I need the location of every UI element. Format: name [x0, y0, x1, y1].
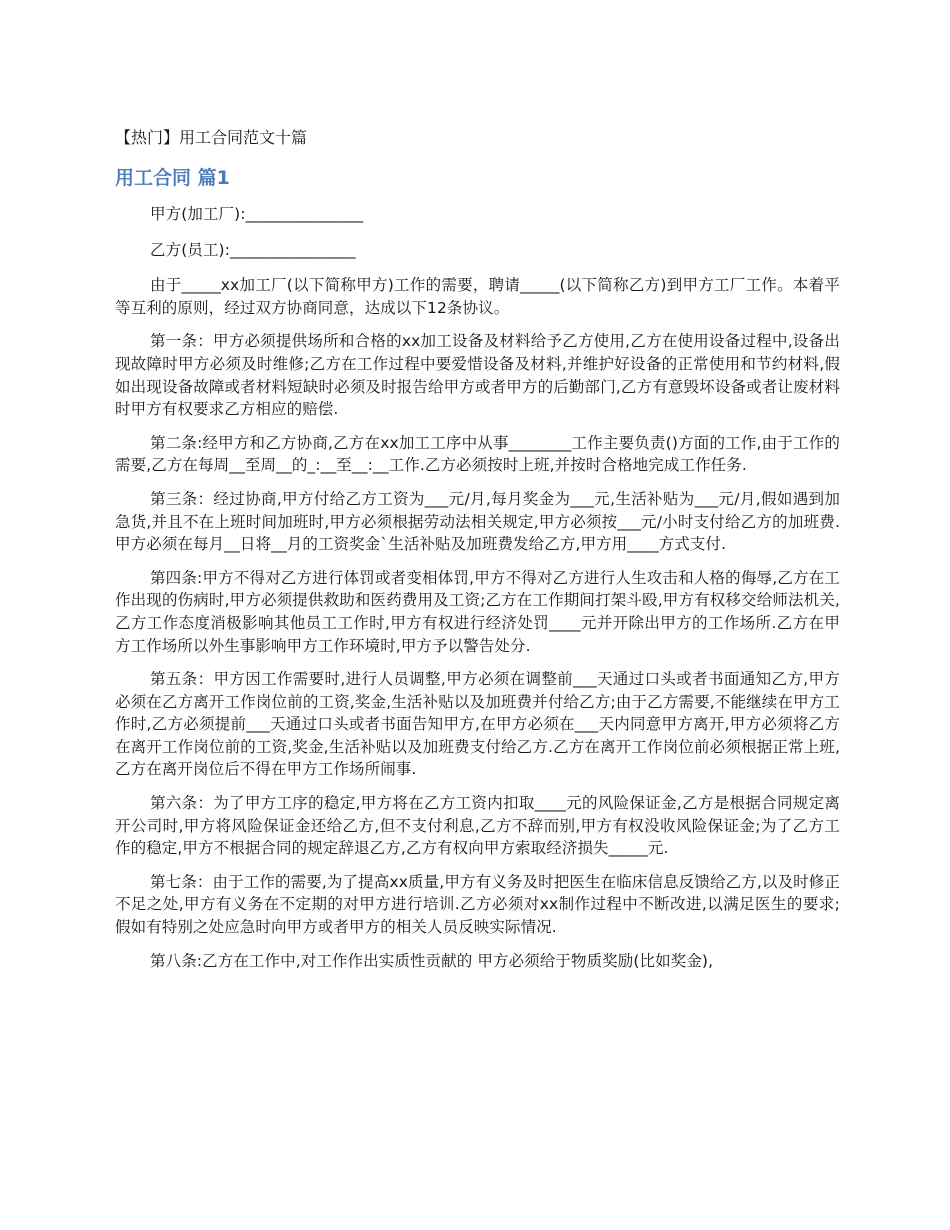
section-heading: 用工合同 篇1	[115, 167, 230, 189]
paragraph-article-3: 第三条：经过协商,甲方付给乙方工资为___元/月,每月奖金为___元,生活补贴为___元/月,假如遇到加急货,并且不在上班时间加班时,甲方必须根据劳动法相关规定,甲方必须按___元/小时支付给乙方的加班费.甲方必须在每月__日将__月的工资奖金`生活补贴及加班费发给乙方,甲方用____方式支付.	[115, 489, 840, 554]
paragraph-article-7: 第七条：由于工作的需要,为了提高xx质量,甲方有义务及时把医生在临床信息反馈给乙方,以及时修正不足之处,甲方有义务在不定期的对甲方进行培训.乙方必须对xx制作过程中不断改进,以满足医生的要求;假如有特别之处应急时向甲方或者甲方的相关人员反映实际情况.	[115, 872, 840, 937]
paragraph-article-6: 第六条：为了甲方工序的稳定,甲方将在乙方工资内扣取____元的风险保证金,乙方是根据合同规定离开公司时,甲方将风险保证金还给乙方,但不支付利息,乙方不辞而别,甲方有权没收风险保证金;为了乙方工作的稳定,甲方不根据合同的规定辞退乙方,乙方有权向甲方索取经济损失_____元.	[115, 794, 840, 858]
paragraph-article-5: 第五条：甲方因工作需要时,进行人员调整,甲方必须在调整前___天通过口头或者书面通知乙方,甲方必须在乙方离开工作岗位前的工资,奖金,生活补贴以及加班费并付给乙方;由于乙方需要,不能继续在甲方工作时,乙方必须提前___天通过口头或者书面告知甲方,在甲方必须在___天内同意甲方离开,甲方必须将乙方在离开工作岗位前的工资,奖金,生活补贴以及加班费支付给乙方.乙方在离开工作岗位前必须根据正常上班,乙方在离开岗位后不得在甲方工作场所闹事.	[115, 670, 840, 779]
paragraph-article-2: 第二条:经甲方和乙方协商,乙方在xx加工工序中从事________工作主要负责()方面的工作,由于工作的需要,乙方在每周__至周__的_:__至__:__工作.乙方必须按时上班,并按时合格地完成工作任务.	[115, 433, 840, 475]
document-page	[115, 126, 840, 983]
party-b-line: 乙方(员工):________________	[150, 240, 356, 259]
party-a-line: 甲方(加工厂):_______________	[150, 205, 364, 223]
paragraph-article-4: 第四条:甲方不得对乙方进行体罚或者变相体罚,甲方不得对乙方进行人生攻击和人格的侮辱,乙方在工作出现的伤病时,甲方必须提供救助和医药费用及工资;乙方在工作期间打架斗殴,甲方有权移交给师法机关,乙方工作态度消极影响其他员工工作时,甲方有权进行经济处罚____元并开除出甲方的工作场所.乙方在甲方工作场所以外生事影响甲方工作环境时,甲方予以警告处分.	[115, 568, 840, 655]
document-title: 【热门】用工合同范文十篇	[115, 128, 308, 147]
paragraph-intro: 由于_____xx加工厂(以下简称甲方)工作的需要，聘请_____(以下简称乙方)到甲方工厂工作。本着平等互利的原则，经过双方协商同意，达成以下12条协议。	[115, 276, 840, 317]
paragraph-article-8: 第八条:乙方在工作中,对工作作出实质性贡献的 甲方必须给于物质奖励(比如奖金),	[150, 951, 714, 970]
paragraph-article-1: 第一条：甲方必须提供场所和合格的xx加工设备及材料给予乙方使用,乙方在使用设备过程中,设备出现故障时甲方必须及时维修;乙方在工作过程中要爱惜设备及材料,并维护好设备的正常使用和节约材料,假如出现设备故障或者材料短缺时必须及时报告给甲方或者甲方的后勤部门,乙方有意毁坏设备或者让废材料时甲方有权要求乙方相应的赔偿.	[115, 332, 840, 419]
